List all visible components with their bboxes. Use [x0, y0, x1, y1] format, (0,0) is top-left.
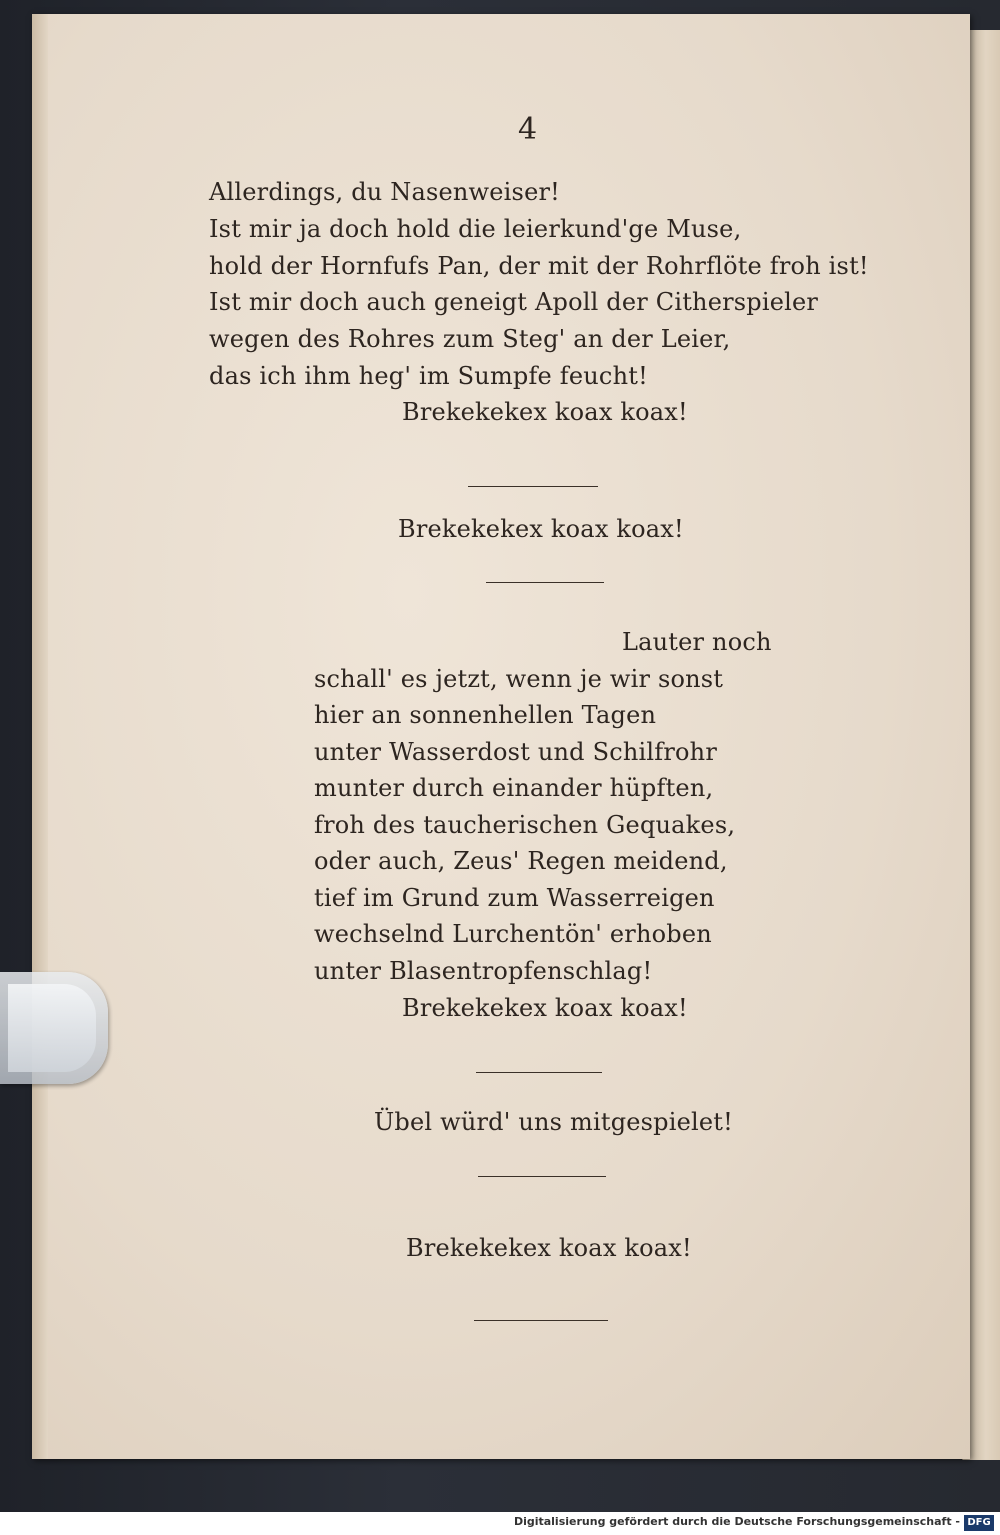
refrain-line: Brekekekex koax koax!	[406, 1234, 692, 1262]
verse-line: wechselnd Lurchentön' erhoben	[314, 920, 712, 948]
verse-line: munter durch einander hüpften,	[314, 774, 714, 802]
verse-line: schall' es jetzt, wenn je wir sonst	[314, 665, 724, 693]
page-clip-highlight	[8, 984, 96, 1072]
verse-line: unter Wasserdost und Schilfrohr	[314, 738, 717, 766]
section-rule	[476, 1072, 602, 1073]
refrain-line: Brekekekex koax koax!	[402, 994, 688, 1022]
verse-line: Lauter noch	[622, 628, 772, 656]
section-rule	[474, 1320, 608, 1321]
section-rule	[486, 582, 604, 583]
verse-line: Allerdings, du Nasenweiser!	[209, 178, 560, 206]
verse-line: hier an sonnenhellen Tagen	[314, 701, 657, 729]
verse-line: tief im Grund zum Wasserreigen	[314, 884, 715, 912]
digitization-footer	[0, 1512, 1000, 1535]
verse-line: Ist mir ja doch hold die leierkund'ge Muse,	[209, 215, 742, 243]
page-gutter	[32, 14, 48, 1459]
verse-line: froh des taucherischen Gequakes,	[314, 811, 736, 839]
dfg-logo: DFG	[964, 1515, 994, 1531]
refrain-line: Brekekekex koax koax!	[402, 398, 688, 426]
verse-line: wegen des Rohres zum Steg' an der Leier,	[209, 325, 731, 353]
section-rule	[468, 486, 598, 487]
verse-line: oder auch, Zeus' Regen meidend,	[314, 847, 728, 875]
refrain-line: Brekekekex koax koax!	[398, 515, 684, 543]
verse-line: unter Blasentropfenschlag!	[314, 957, 653, 985]
verse-line: Ist mir doch auch geneigt Apoll der Citherspieler	[209, 288, 819, 316]
page-number: 4	[518, 112, 538, 147]
section-rule	[478, 1176, 606, 1177]
verse-line: Übel würd' uns mitgespielet!	[374, 1108, 733, 1136]
verse-line: hold der Hornfufs Pan, der mit der Rohrflöte froh ist!	[209, 252, 869, 280]
footer-credit: Digitalisierung gefördert durch die Deutsche Forschungsgemeinschaft -	[513, 1515, 960, 1528]
verse-line: das ich ihm heg' im Sumpfe feucht!	[209, 362, 648, 390]
